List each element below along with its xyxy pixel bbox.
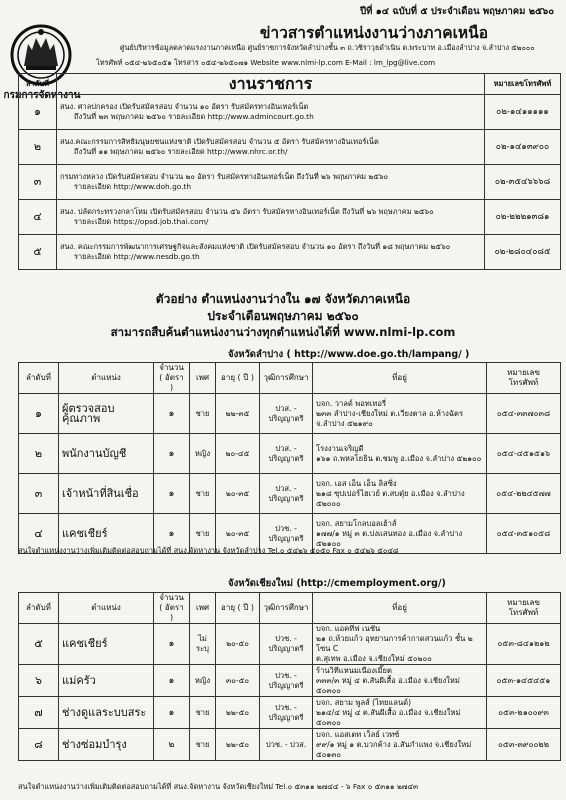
- row-sex: ชาย: [190, 474, 216, 514]
- col-address: ที่อยู่: [313, 593, 487, 624]
- table-row: [19, 474, 561, 514]
- row-position: ผู้ตรวจสอบคุณภาพ: [59, 394, 154, 434]
- row-count: ๑: [154, 394, 190, 434]
- row-position: พนักงานบัญชี: [59, 434, 154, 474]
- logo-caption: กรมการจัดหางาน: [3, 90, 81, 101]
- row-phone: ๐๕๓-๘๔๑๒๑๒: [487, 624, 561, 665]
- month-heading: ประจำเดือนพฤษภาคม ๒๕๖๐: [207, 309, 359, 323]
- row-address: ร้านวิทีแหนมเนืองเมี๊ยต ๓๓๓/๓ หมู่ ๔ ต.สันผีเสื้อ อ.เมือง จ.เชียงใหม่ ๕๐๓๐๐: [313, 665, 487, 697]
- col-education: วุฒิการศึกษา: [260, 593, 313, 624]
- col-age: อายุ ( ปี ): [216, 363, 260, 394]
- row-address: บจก. แอคทีฟ เนชั่น ๒๑ ถ.ห้วยแก้ว อุทยานการค้ากาดสวนแก้ว ชั้น ๒ โซน C ต.สุเทพ อ.เมือง จ.เชียงใหม่ ๕๐๒๐๐: [313, 624, 487, 665]
- row-education: ปวส. - ปริญญาตรี: [260, 394, 313, 434]
- row-detail: สนง. คณะกรรมการพัฒนาการเศรษฐกิจและสังคมแห่งชาติ เปิดรับสมัครสอบ จำนวน ๑๐ อัตรา ถึงวันที่ ๑๘ พฤษภาคม ๒๕๖๐ รายละเอียด http://www.nesdb.go.th: [57, 235, 485, 270]
- col-education: วุฒิการศึกษา: [260, 363, 313, 394]
- row-age: ๒๐-๕๐: [216, 624, 260, 665]
- row-age: ๒๒-๓๕: [216, 394, 260, 434]
- row-detail: กรมทางหลวง เปิดรับสมัครสอบ จำนวน ๒๐ อัตรา รับสมัครทางอินเทอร์เน็ต ถึงวันที่ ๒๖ พฤษภาคม ๒๕๖๐ รายละเอียด http://www.doh.go.th: [57, 165, 485, 200]
- lampang-contact-note: สนใจตำแหน่งงานว่างเพิ่มเติมติดต่อสอบถามได้ที่ สนง.จัดหางาน จังหวัดลำปาง Tel.๐ ๕๔๒๖ ๕๐๕๐ Fax ๐ ๕๔๒๖ ๕๐๔๘: [18, 546, 399, 555]
- row-age: ๒๒-๕๐: [216, 729, 260, 761]
- gov-section-title: งานราชการ: [57, 74, 485, 95]
- row-age: ๒๐-๓๕: [216, 514, 260, 554]
- row-address: บจก. สยาม พูลส์ (ไทยแลนด์) ๒๑๔/๔ หมู่ ๔ ต.สันผีเสื้อ อ.เมือง จ.เชียงใหม่ ๕๐๓๐๐: [313, 697, 487, 729]
- detail-link[interactable]: รายละเอียด http://www.nesdb.go.th: [74, 252, 200, 261]
- row-address: บจก. แอสเตท เว็ลธ์ เวทซ์ ๙๙/๑ หมู่ ๑ ต.บวกค้าง อ.สันกำแพง จ.เชียงใหม่ ๕๐๑๓๐: [313, 729, 487, 761]
- row-address: บจก. สยามโกลบอลเฮ้าส์ ๑๗๗/๑ หมู่ ๓ ต.ปงแสนทอง อ.เมือง จ.ลำปาง ๕๒๑๐๐: [313, 514, 487, 554]
- row-phone: ๐๕๔-๓๓๗๐๓๘: [487, 394, 561, 434]
- row-phone: ๐๕๓-๒๑๐๐๙๓: [487, 697, 561, 729]
- row-number: ๓: [19, 165, 57, 200]
- row-phone: ๐๒-๒๘๐๔๐๘๕: [485, 235, 561, 270]
- row-address: บจก. วาลด์ พอทเทอรี่ ๒๓๓ ลำปาง-เชียงใหม่ ต.เวียงตาล อ.ห้างฉัตร จ.ลำปาง ๕๒๑๙๐: [313, 394, 487, 434]
- row-age: ๒๐-๓๕: [216, 474, 260, 514]
- col-sex: เพศ: [190, 363, 216, 394]
- col-phone: หมายเลข โทรศัพท์: [487, 593, 561, 624]
- row-number: ๒: [19, 130, 57, 165]
- table-row: [19, 95, 561, 130]
- col-sex: เพศ: [190, 593, 216, 624]
- table-row: [19, 235, 561, 270]
- section-heading: ตัวอย่าง ตำแหน่งงานว่างใน ๑๗ จังหวัดภาคเหนือ: [155, 292, 411, 306]
- row-number: ๔: [19, 514, 59, 554]
- row-phone: ๐๕๔-๒๒๔๕๗๗: [487, 474, 561, 514]
- row-education: ปวส. - ปริญญาตรี: [260, 474, 313, 514]
- col-count: จำนวน ( อัตรา ): [154, 363, 190, 394]
- province-heading-lampang: จังหวัดลำปาง ( http://www.doe.go.th/lampang/ ): [228, 349, 470, 360]
- organization-address: ศูนย์บริหารข้อมูลตลาดแรงงานภาคเหนือ ศูนย์ราชการจังหวัดลำปางชั้น ๓ ถ.วชิราวุธดำเนิน ต.พระบาท อ.เมืองลำปาง จ.ลำปาง ๕๒๐๐๐: [120, 43, 535, 52]
- row-number: ๖: [19, 665, 59, 697]
- col-address: ที่อยู่: [313, 363, 487, 394]
- col-phone: หมายเลขโทรศัพท์: [485, 74, 561, 95]
- row-education: ปวช. - ปริญญาตรี: [260, 514, 313, 554]
- row-position: แม่ครัว: [59, 665, 154, 697]
- row-number: ๕: [19, 235, 57, 270]
- row-sex: หญิง: [190, 665, 216, 697]
- row-sex: ชาย: [190, 697, 216, 729]
- row-detail: สนง.คณะกรรมการสิทธิมนุษยชนแห่งชาติ เปิดรับสมัครสอบ จำนวน ๕ อัตรา รับสมัครทางอินเทอร์เน็ต ถึงวันที่ ๑๑ พฤษภาคม ๒๕๖๐ รายละเอียด http://www.nhrc.or.th/: [57, 130, 485, 165]
- table-row: [19, 697, 561, 729]
- table-row: [19, 729, 561, 761]
- col-position: ตำแหน่ง: [59, 363, 154, 394]
- contact-line: โทรศัพท์ ๐๕๔-๒๖๕๐๕๑ โทรสาร ๐๕๔-๒๖๕๐๗๑ Website www.nlmi-lp.com E-Mail : lm_lpg@live.com: [96, 58, 436, 67]
- col-phone: หมายเลข โทรศัพท์: [487, 363, 561, 394]
- row-phone: ๐๒-๒๒๒๑๓๘๑: [485, 200, 561, 235]
- row-sex: ไม่ระบุ: [190, 624, 216, 665]
- row-detail: สนง. ศาลปกครอง เปิดรับสมัครสอบ จำนวน ๑๐ อัตรา รับสมัครทางอินเทอร์เน็ต ถึงวันที่ ๒๓ พฤษภาคม ๒๕๖๐ รายละเอียด http://www.admincourt.go.th: [57, 95, 485, 130]
- row-number: ๓: [19, 474, 59, 514]
- row-count: ๒: [154, 729, 190, 761]
- col-order: ลำดับที่: [19, 363, 59, 394]
- row-phone: ๐๒-๑๔๑๓๙๐๐: [485, 130, 561, 165]
- row-phone: ๐๕๔-๔๕๑๕๑๖: [487, 434, 561, 474]
- table-row: [19, 130, 561, 165]
- row-age: ๒๐-๔๕: [216, 434, 260, 474]
- row-education: ปวช. - ปริญญาตรี: [260, 624, 313, 665]
- row-phone: ๐๒-๓๕๔๖๖๖๘: [485, 165, 561, 200]
- lampang-jobs-table: [18, 362, 561, 554]
- row-position: เจ้าหน้าที่สินเชื่อ: [59, 474, 154, 514]
- row-position: ช่างดูแลระบบสระ: [59, 697, 154, 729]
- row-age: ๓๐-๕๐: [216, 665, 260, 697]
- row-number: ๗: [19, 697, 59, 729]
- row-count: ๑: [154, 697, 190, 729]
- row-number: ๑: [19, 394, 59, 434]
- government-jobs-table: [18, 73, 561, 270]
- table-row: [19, 200, 561, 235]
- row-sex: ชาย: [190, 514, 216, 554]
- row-education: ปวส. - ปริญญาตรี: [260, 434, 313, 474]
- row-education: ปวช. - ปริญญาตรี: [260, 665, 313, 697]
- row-phone: ๐๕๓-๓๙๐๐๒๒: [487, 729, 561, 761]
- row-number: ๘: [19, 729, 59, 761]
- issue-info: ปีที่ ๑๔ ฉบับที่ ๕ ประจำเดือน พฤษภาคม ๒๕๖๐: [360, 6, 554, 17]
- row-sex: หญิง: [190, 434, 216, 474]
- chiangmai-jobs-table: [18, 592, 561, 761]
- detail-link[interactable]: ถึงวันที่ ๑๑ พฤษภาคม ๒๕๖๐ รายละเอียด http://www.nhrc.or.th/: [74, 147, 288, 156]
- col-order: ลำดับที่: [19, 74, 57, 95]
- row-phone: ๐๒-๑๔๑๑๑๑๑: [485, 95, 561, 130]
- detail-link[interactable]: ถึงวันที่ ๒๓ พฤษภาคม ๒๕๖๐ รายละเอียด http://www.admincourt.go.th: [74, 112, 314, 121]
- row-address: โรงงานเจริญดี ๑๖๑ ถ.พหลโยธิน ต.ชมพู อ.เมือง จ.ลำปาง ๕๒๑๐๐: [313, 434, 487, 474]
- row-number: ๒: [19, 434, 59, 474]
- row-number: ๑: [19, 95, 57, 130]
- chiangmai-contact-note: สนใจตำแหน่งงานว่างเพิ่มเติมติดต่อสอบถามได้ที่ สนง.จัดหางาน จังหวัดเชียงใหม่ Tel.๐ ๕๓๑๑ ๒๗๔๔ - ๖ Fax ๐ ๕๓๑๑ ๒๗๔๓: [18, 782, 419, 791]
- table-row: [19, 165, 561, 200]
- table-row: [19, 434, 561, 474]
- search-hint: สามารถสืบค้นตำแหน่งงานว่างทุกตำแหน่งได้ที่ www.nlmi-lp.com: [110, 325, 456, 339]
- row-address: บจก. เอส เอ็น เอ็น ลิสซิ่ง ๒๑๘ ซุปเปอร์ไฮเวย์ ต.สบตุ๋ย อ.เมือง จ.ลำปาง ๕๒๐๐๐: [313, 474, 487, 514]
- row-position: ช่างซ่อมบำรุง: [59, 729, 154, 761]
- detail-link[interactable]: รายละเอียด https://opsd.job.thai.com/: [74, 217, 209, 226]
- row-sex: ชาย: [190, 729, 216, 761]
- row-education: ปวช. - ปริญญาตรี: [260, 697, 313, 729]
- row-phone: ๐๕๔-๓๕๑๐๕๘: [487, 514, 561, 554]
- row-count: ๑: [154, 474, 190, 514]
- row-position: แคชเชียร์: [59, 514, 154, 554]
- row-count: ๑: [154, 434, 190, 474]
- col-position: ตำแหน่ง: [59, 593, 154, 624]
- newsletter-title: ข่าวสารตำแหน่งงานว่างภาคเหนือ: [259, 24, 488, 42]
- row-sex: ชาย: [190, 394, 216, 434]
- col-count: จำนวน ( อัตรา ): [154, 593, 190, 624]
- row-number: ๔: [19, 200, 57, 235]
- row-age: ๒๒-๕๐: [216, 697, 260, 729]
- table-row: [19, 394, 561, 434]
- col-order: ลำดับที่: [19, 593, 59, 624]
- row-count: ๑: [154, 624, 190, 665]
- row-count: ๑: [154, 665, 190, 697]
- row-phone: ๐๕๓-๑๔๕๔๕๑: [487, 665, 561, 697]
- row-count: ๑: [154, 514, 190, 554]
- row-detail: สนง. ปลัดกระทรวงกลาโหม เปิดรับสมัครสอบ จำนวน ๕๖ อัตรา รับสมัครทางอินเทอร์เน็ต ถึงวันที่ ๒๖ พฤษภาคม ๒๕๖๐ รายละเอียด https://opsd.job.thai.com/: [57, 200, 485, 235]
- row-education: ปวช. - ปวส.: [260, 729, 313, 761]
- table-row: [19, 665, 561, 697]
- row-number: ๕: [19, 624, 59, 665]
- province-heading-chiangmai: จังหวัดเชียงใหม่ (http://cmemployment.org/): [228, 578, 446, 589]
- table-row: [19, 624, 561, 665]
- row-position: แคชเชียร์: [59, 624, 154, 665]
- col-age: อายุ ( ปี ): [216, 593, 260, 624]
- detail-link[interactable]: รายละเอียด http://www.doh.go.th: [74, 182, 192, 191]
